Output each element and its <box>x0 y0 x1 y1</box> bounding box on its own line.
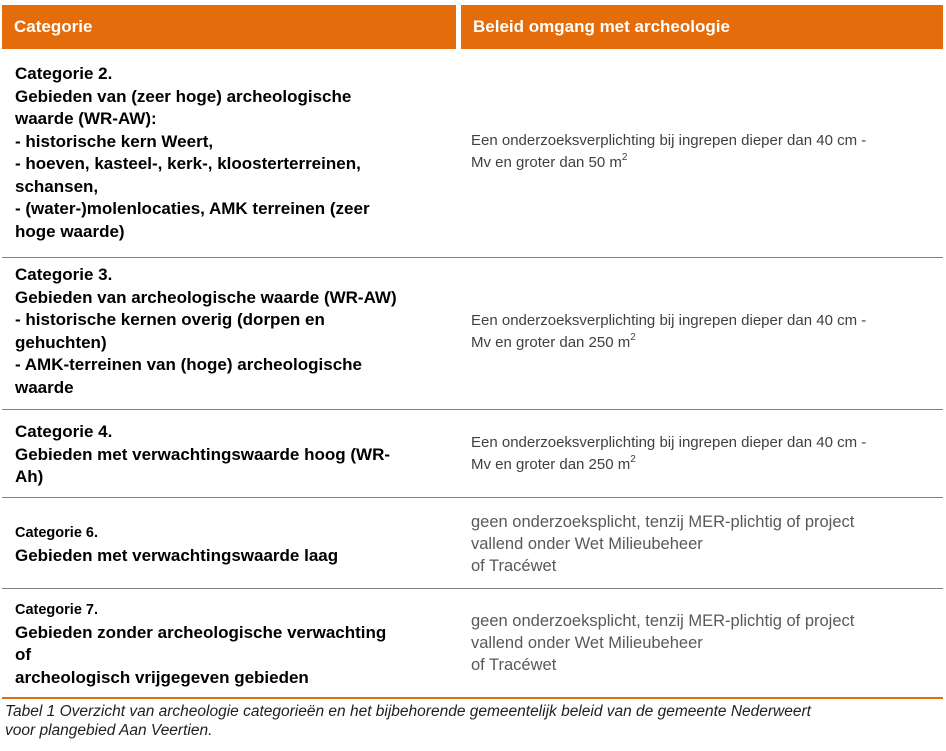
policy-line: geen onderzoeksplicht, tenzij MER-plichtig of project <box>471 513 855 531</box>
policy-text: Mv en groter dan 250 m <box>471 334 631 351</box>
category-line: - AMK-terreinen van (hoge) archeologische <box>15 355 362 374</box>
category-line: Gebieden met verwachtingswaarde laag <box>15 545 339 565</box>
policy-cell <box>471 130 941 174</box>
column-header-beleid: Beleid omgang met archeologie <box>461 5 943 49</box>
policy-cell <box>471 310 941 354</box>
policy-line <box>471 152 941 174</box>
category-cell <box>15 63 455 243</box>
superscript: 2 <box>630 332 636 343</box>
category-line: Categorie 2. <box>15 64 113 83</box>
category-cell <box>15 264 455 399</box>
policy-line: of Tracéwet <box>471 656 557 674</box>
policy-line: vallend onder Wet Milieubeheer <box>471 634 703 652</box>
table-row <box>2 258 943 410</box>
category-line: Categorie 6. <box>15 525 98 541</box>
caption-line: Tabel 1 Overzicht van archeologie categorieën en het bijbehorende gemeentelijk beleid van de gemeente Nederweert <box>5 703 811 720</box>
table-caption <box>5 702 940 740</box>
category-line: gehuchten) <box>15 332 107 352</box>
category-line: waarde (WR-AW): <box>15 109 157 128</box>
category-line: schansen, <box>15 176 99 196</box>
column-header-categorie: Categorie <box>2 5 456 49</box>
caption-line: voor plangebied Aan Veertien. <box>5 722 213 739</box>
category-line: of <box>15 645 32 664</box>
category-line: Gebieden met verwachtingswaarde hoog (WR- <box>15 444 391 464</box>
policy-line: Een onderzoeksverplichting bij ingrepen dieper dan 40 cm - <box>471 312 867 329</box>
superscript: 2 <box>630 454 636 465</box>
policy-cell <box>471 610 941 676</box>
category-cell <box>15 522 455 567</box>
category-line: archeologisch vrijgegeven gebieden <box>15 667 309 687</box>
category-line: - historische kern Weert, <box>15 131 214 151</box>
category-line: - (water-)molenlocaties, AMK terreinen (zeer <box>15 199 370 218</box>
policy-line: Een onderzoeksverplichting bij ingrepen dieper dan 40 cm - <box>471 434 867 451</box>
policy-text: Mv en groter dan 50 m <box>471 154 622 171</box>
category-line: - historische kernen overig (dorpen en <box>15 310 325 329</box>
table-row <box>2 589 943 697</box>
policy-line: Een onderzoeksverplichting bij ingrepen dieper dan 40 cm - <box>471 132 867 149</box>
table-row <box>2 498 943 589</box>
category-line: Categorie 3. <box>15 265 113 284</box>
table-row <box>2 52 943 258</box>
table-row <box>2 410 943 498</box>
policy-cell <box>471 511 941 577</box>
policy-line <box>471 454 941 476</box>
superscript: 2 <box>621 152 628 163</box>
policy-line: vallend onder Wet Milieubeheer <box>471 535 703 553</box>
category-cell <box>15 421 455 489</box>
policy-text: Mv en groter dan 250 m <box>471 456 631 473</box>
category-line: Gebieden van archeologische waarde (WR-AW) <box>15 287 397 307</box>
table-bottom-rule <box>2 697 943 699</box>
category-line: waarde <box>15 377 74 397</box>
category-line: - hoeven, kasteel-, kerk-, kloosterterreinen, <box>15 154 361 173</box>
category-line: hoge waarde) <box>15 221 125 241</box>
policy-line: geen onderzoeksplicht, tenzij MER-plichtig of project <box>471 612 855 630</box>
policy-line <box>471 332 941 354</box>
category-line: Gebieden van (zeer hoge) archeologische <box>15 86 352 106</box>
policy-cell <box>471 432 941 476</box>
category-line: Categorie 4. <box>15 422 113 441</box>
category-cell <box>15 599 455 689</box>
category-line: Ah) <box>15 467 44 486</box>
category-line: Categorie 7. <box>15 602 98 618</box>
category-line: Gebieden zonder archeologische verwachting <box>15 622 387 642</box>
policy-line: of Tracéwet <box>471 557 557 575</box>
